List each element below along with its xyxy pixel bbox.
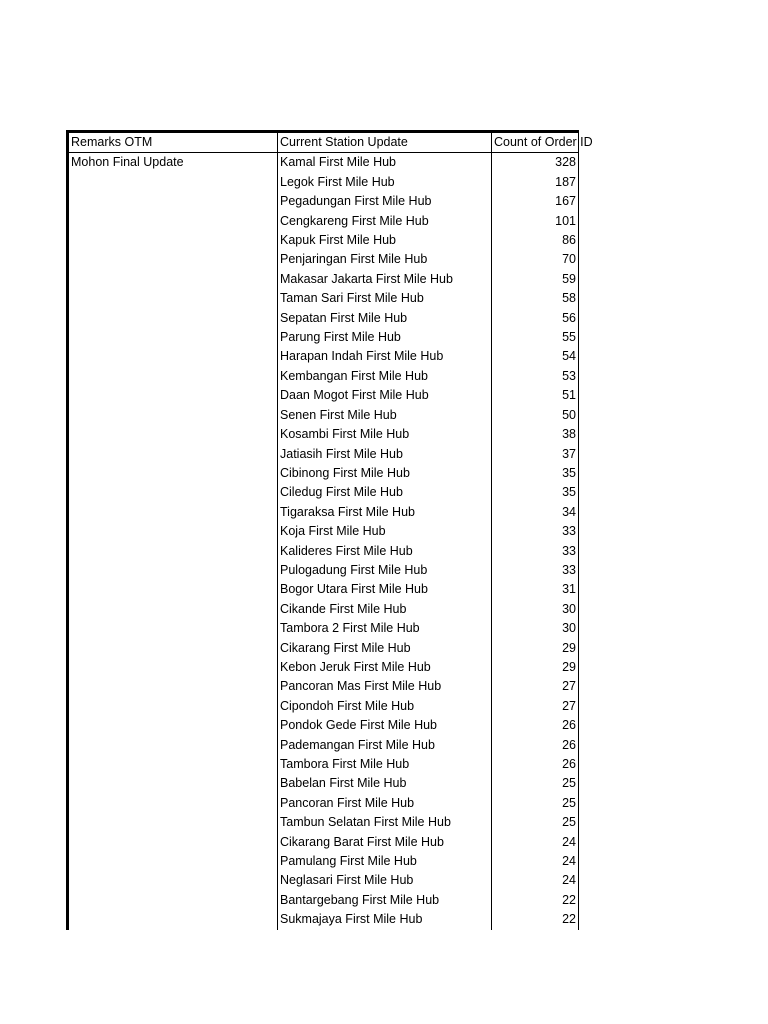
count-cell[interactable]: 33 [492,561,579,580]
pivot-table-body [68,153,579,930]
table-row [68,600,579,619]
station-cell[interactable]: Kalideres First Mile Hub [278,542,492,561]
station-cell[interactable]: Pulogadung First Mile Hub [278,561,492,580]
table-row [68,173,579,192]
table-row [68,483,579,502]
remarks-cell[interactable] [68,677,278,696]
remarks-cell[interactable] [68,522,278,541]
table-row [68,891,579,910]
count-cell[interactable]: 53 [492,367,579,386]
count-cell[interactable]: 34 [492,503,579,522]
table-row [68,619,579,638]
table-row [68,639,579,658]
table-row [68,522,579,541]
station-cell[interactable]: Jatiasih First Mile Hub [278,445,492,464]
remarks-cell[interactable] [68,309,278,328]
remarks-cell[interactable] [68,600,278,619]
table-row [68,736,579,755]
remarks-cell[interactable] [68,212,278,231]
table-row [68,561,579,580]
count-cell[interactable]: 24 [492,833,579,852]
remarks-cell[interactable] [68,580,278,599]
count-cell[interactable]: 70 [492,250,579,269]
table-row [68,716,579,735]
table-row [68,153,579,173]
header-row [68,132,579,153]
count-cell[interactable]: 27 [492,677,579,696]
remarks-cell[interactable] [68,328,278,347]
station-cell[interactable]: Cikarang First Mile Hub [278,639,492,658]
station-cell[interactable]: Ciledug First Mile Hub [278,483,492,502]
count-cell[interactable]: 24 [492,871,579,890]
table-row [68,774,579,793]
table-row [68,871,579,890]
count-cell[interactable]: 37 [492,445,579,464]
count-cell[interactable]: 328 [492,153,579,173]
remarks-cell[interactable] [68,619,278,638]
remarks-cell[interactable] [68,231,278,250]
count-cell[interactable]: 35 [492,464,579,483]
station-cell[interactable]: Sukmajaya First Mile Hub [278,910,492,929]
table-row [68,289,579,308]
remarks-cell[interactable] [68,192,278,211]
pivot-table [66,130,593,930]
count-cell[interactable]: 51 [492,386,579,405]
remarks-cell[interactable] [68,755,278,774]
header-count-label: Count of Order ID [494,135,593,149]
station-cell[interactable]: Pancoran First Mile Hub [278,794,492,813]
table-row [68,425,579,444]
remarks-cell[interactable] [68,250,278,269]
count-cell[interactable]: 27 [492,697,579,716]
station-cell[interactable]: Daan Mogot First Mile Hub [278,386,492,405]
station-cell[interactable]: Neglasari First Mile Hub [278,871,492,890]
remarks-cell[interactable] [68,871,278,890]
count-cell[interactable]: 25 [492,774,579,793]
table-row [68,503,579,522]
remarks-cell[interactable] [68,794,278,813]
station-cell[interactable]: Taman Sari First Mile Hub [278,289,492,308]
station-cell[interactable]: Pamulang First Mile Hub [278,852,492,871]
table-row [68,445,579,464]
station-cell[interactable]: Tambora 2 First Mile Hub [278,619,492,638]
station-cell[interactable]: Pademangan First Mile Hub [278,736,492,755]
remarks-cell[interactable] [68,386,278,405]
station-cell[interactable]: Pegadungan First Mile Hub [278,192,492,211]
remarks-cell[interactable] [68,542,278,561]
table-row [68,677,579,696]
table-row [68,231,579,250]
count-cell[interactable]: 55 [492,328,579,347]
remarks-cell[interactable] [68,639,278,658]
station-cell[interactable]: Legok First Mile Hub [278,173,492,192]
table-row [68,813,579,832]
remarks-cell[interactable] [68,716,278,735]
station-cell[interactable]: Kapuk First Mile Hub [278,231,492,250]
remarks-cell[interactable] [68,774,278,793]
count-cell[interactable]: 58 [492,289,579,308]
count-cell[interactable]: 25 [492,794,579,813]
count-cell[interactable]: 25 [492,813,579,832]
remarks-cell[interactable] [68,658,278,677]
remarks-cell[interactable] [68,347,278,366]
count-cell[interactable]: 54 [492,347,579,366]
table-row [68,328,579,347]
station-cell[interactable]: Babelan First Mile Hub [278,774,492,793]
count-cell[interactable]: 56 [492,309,579,328]
count-cell[interactable]: 38 [492,425,579,444]
header-count-of-order-id[interactable] [492,132,593,153]
station-cell[interactable]: Cikarang Barat First Mile Hub [278,833,492,852]
table-row [68,697,579,716]
station-cell[interactable]: Cibinong First Mile Hub [278,464,492,483]
count-cell[interactable]: 101 [492,212,579,231]
count-cell[interactable]: 30 [492,619,579,638]
remarks-cell[interactable] [68,367,278,386]
remarks-cell[interactable] [68,464,278,483]
count-cell[interactable]: 22 [492,891,579,910]
table-row [68,212,579,231]
table-row [68,309,579,328]
remarks-cell[interactable] [68,891,278,910]
station-cell[interactable]: Pondok Gede First Mile Hub [278,716,492,735]
table-row [68,250,579,269]
remarks-cell[interactable] [68,483,278,502]
table-row [68,580,579,599]
station-cell[interactable]: Harapan Indah First Mile Hub [278,347,492,366]
station-cell[interactable]: Kembangan First Mile Hub [278,367,492,386]
count-cell[interactable]: 29 [492,658,579,677]
station-cell[interactable]: Cipondoh First Mile Hub [278,697,492,716]
table-row [68,755,579,774]
remarks-cell[interactable] [68,697,278,716]
station-cell[interactable]: Bantargebang First Mile Hub [278,891,492,910]
remarks-cell[interactable] [68,813,278,832]
table-row [68,910,579,929]
station-cell[interactable]: Pancoran Mas First Mile Hub [278,677,492,696]
station-cell[interactable]: Kebon Jeruk First Mile Hub [278,658,492,677]
table-row [68,833,579,852]
station-cell[interactable]: Sepatan First Mile Hub [278,309,492,328]
table-row [68,270,579,289]
station-cell[interactable]: Tigaraksa First Mile Hub [278,503,492,522]
count-cell[interactable]: 26 [492,736,579,755]
table-row [68,386,579,405]
station-cell[interactable]: Penjaringan First Mile Hub [278,250,492,269]
remarks-cell[interactable] [68,852,278,871]
count-cell[interactable]: 86 [492,231,579,250]
count-cell[interactable]: 59 [492,270,579,289]
station-cell[interactable]: Cengkareng First Mile Hub [278,212,492,231]
count-cell[interactable]: 22 [492,910,579,929]
table-row [68,542,579,561]
count-cell[interactable]: 26 [492,716,579,735]
remarks-cell[interactable] [68,425,278,444]
table-row [68,192,579,211]
count-cell[interactable]: 50 [492,406,579,425]
count-cell[interactable]: 187 [492,173,579,192]
table-row [68,464,579,483]
station-cell[interactable]: Tambun Selatan First Mile Hub [278,813,492,832]
count-cell[interactable]: 29 [492,639,579,658]
header-remarks-otm[interactable]: Remarks OTM [68,132,278,153]
remarks-cell[interactable] [68,289,278,308]
remarks-cell[interactable] [68,503,278,522]
count-cell[interactable]: 30 [492,600,579,619]
remarks-cell[interactable] [68,270,278,289]
remarks-cell[interactable] [68,406,278,425]
remarks-cell[interactable] [68,561,278,580]
table-row [68,347,579,366]
station-cell[interactable]: Bogor Utara First Mile Hub [278,580,492,599]
count-cell[interactable]: 26 [492,755,579,774]
count-cell[interactable]: 31 [492,580,579,599]
station-cell[interactable]: Kamal First Mile Hub [278,153,492,173]
count-cell[interactable]: 33 [492,522,579,541]
group-label-cell[interactable]: Mohon Final Update [68,153,278,173]
pivot-table-header [68,132,593,153]
station-cell[interactable]: Senen First Mile Hub [278,406,492,425]
remarks-cell[interactable] [68,445,278,464]
station-cell[interactable]: Parung First Mile Hub [278,328,492,347]
station-cell[interactable]: Tambora First Mile Hub [278,755,492,774]
remarks-cell[interactable] [68,833,278,852]
count-cell[interactable]: 33 [492,542,579,561]
count-cell[interactable]: 35 [492,483,579,502]
station-cell[interactable]: Cikande First Mile Hub [278,600,492,619]
header-current-station-update[interactable]: Current Station Update [278,132,492,153]
remarks-cell[interactable] [68,910,278,929]
count-cell[interactable]: 24 [492,852,579,871]
table-row [68,794,579,813]
table-row [68,367,579,386]
table-row [68,406,579,425]
remarks-cell[interactable] [68,173,278,192]
pivot-table-sheet [66,130,593,930]
table-row [68,852,579,871]
station-cell[interactable]: Koja First Mile Hub [278,522,492,541]
remarks-cell[interactable] [68,736,278,755]
station-cell[interactable]: Makasar Jakarta First Mile Hub [278,270,492,289]
station-cell[interactable]: Kosambi First Mile Hub [278,425,492,444]
count-cell[interactable]: 167 [492,192,579,211]
table-row [68,658,579,677]
